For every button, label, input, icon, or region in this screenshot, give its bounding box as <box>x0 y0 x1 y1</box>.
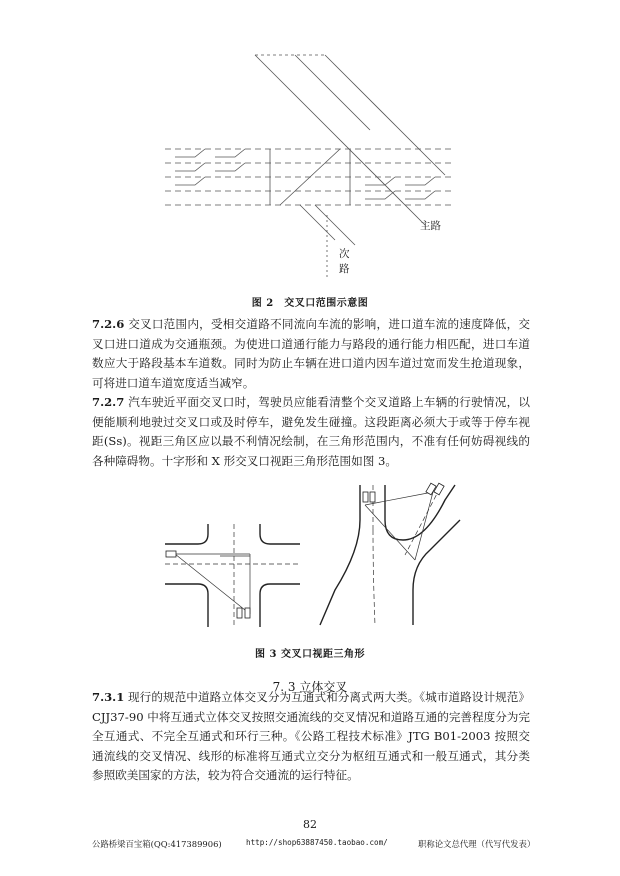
figure-2-caption: 图 2 交叉口范围示意图 <box>251 298 369 309</box>
footer-right: 职称论文总代理（代写代发表） <box>418 839 536 849</box>
main-road-label: 主路 <box>420 220 441 232</box>
figure-3-cross-intersection <box>160 522 305 632</box>
paragraph-text: 交叉口范围内，受相交道路不同流向车流的影响，进口道车流的速度降低，交叉口进口道成为交通瓶颈。为使进口道通行能力与路段的通行能力相匹配，进口车道数应大于路段基本车道数。同时为防止车辆在进口道内因车道过宽而发生抢道现象，可将进口道车道宽度适当减窄。 <box>92 317 530 390</box>
footer-url: http://shop63887450.taobao.com/ <box>246 838 388 847</box>
minor-road-label-bottom: 路 <box>339 263 350 275</box>
page-number: 82 <box>303 818 317 831</box>
section-heading-7-3: 7. 3 立体交叉 <box>272 680 348 694</box>
clause-number: 7.3.1 <box>92 690 125 704</box>
paragraph-7-2-6 <box>92 315 530 393</box>
minor-road-label-top: 次 <box>339 248 350 260</box>
figure-3-x-intersection <box>315 480 465 630</box>
paragraph-7-2-7 <box>92 393 530 491</box>
clause-number: 7.2.6 <box>92 317 125 331</box>
paragraph-text: 汽车驶近平面交叉口时，驾驶员应能看清整个交叉道路上车辆的行驶情况，以便能顺利地驶过交叉口或及时停车，避免发生碰撞。这段距离必须大于或等于停车视距(Ss)。视距三角区应以最不利情况绘制，在三角形范围内，不准有任何妨碍视线的各种障碍物。十字形和 X 形交叉口视距三角形范围如图 3。 <box>92 395 530 468</box>
figure-3-caption: 图 3 交叉口视距三角形 <box>255 649 365 660</box>
clause-number: 7.2.7 <box>92 395 125 409</box>
paragraph-text: 现行的规范中道路立体交叉分为互通式和分离式两大类。《城市道路设计规范》CJJ37-90 中将互通式立体交叉按照交通流线的交叉情况和道路互通的完善程度分为完全互通式、不完全互通式和环行三种。《公路工程技术标准》JTG B01-2003 按照交通流线的交叉情况、线形的标准将互通式立交分为枢纽互通式和一般互通式，其分类参照欧美国家的方法，较为符合交通流的运行特征。 <box>92 690 530 783</box>
paragraph-7-3-1 <box>92 688 530 788</box>
figure-2-diagram <box>160 45 460 295</box>
footer-left: 公路桥梁百宝箱(QQ:417389906) <box>92 839 222 849</box>
